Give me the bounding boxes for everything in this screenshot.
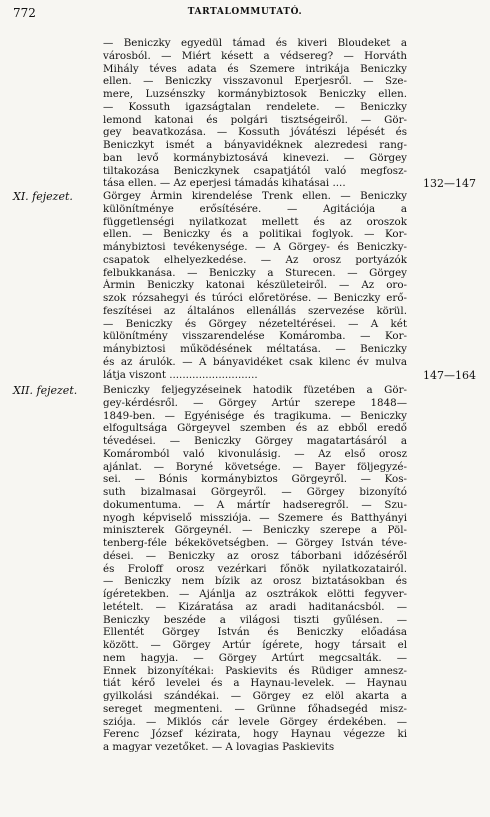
text-line: nem hagyja. — Görgey Artúrt megcsalták. — — [103, 651, 407, 664]
text-line: városból. — Miért késett a védsereg? — Horváth — [103, 49, 407, 62]
text-line: tévedései. — Beniczky Görgey magatartásáról a — [103, 435, 407, 447]
text-line: mánybiztosi tevékenysége. — A Görgey- és Beniczky- — [103, 241, 407, 253]
text-line: miniszterek Görgeynél. — Beniczky szerepe a Pöl- — [103, 524, 407, 537]
text-line: ellen. — Beniczky és a politikai foglyok. — Kor- — [103, 228, 407, 241]
running-title: TARTALOMMUTATÓ. — [187, 7, 303, 17]
text-line: csapatok elhelyezkedése. — Az orosz portyázók — [103, 253, 407, 266]
text-line: sereget megmenteni. — Grünne főhadsegéd misz- — [103, 702, 407, 715]
text-line: gey-kérdésről. — Görgey Artúr szerepe 1848— — [103, 396, 407, 409]
text-line: — Kossuth igazságtalan rendelete. — Beniczky — [103, 100, 407, 113]
text-line: Beniczky feljegyzéseinek hatodik füzetében a Gör- — [103, 384, 407, 396]
text-line: feszítései az általános ellenállás szervezése körül. — [103, 304, 407, 317]
page-header — [0, 6, 490, 22]
text-line: sziója. — Miklós cár levele Görgey érdekében. — — [103, 715, 407, 728]
text-line: tiát kérő levelei és a Haynau-levelek. — Haynau — [103, 677, 407, 690]
text-line: 1849-ben. — Egyénisége és tragikuma. — Beniczky — [103, 409, 407, 422]
text-line: letételt. — Kizáratása az aradi haditanácsból. — — [103, 600, 407, 613]
section-text — [103, 37, 407, 190]
text-line: különítmény visszarendelése Komáromba. — Kor- — [103, 330, 407, 343]
text-line: gey beavatkozása. — Kossuth jóvátészi lépését és — [103, 126, 407, 139]
text-line: tenberg-féle békekövetségben. — Görgey István téve- — [103, 537, 407, 549]
text-line: Komáromból való kivonulásig. — Az első orosz — [103, 447, 407, 460]
text-line: — Beniczky és Görgey nézeteltérései. — A két — [103, 317, 407, 330]
text-line: különítménye erősítésére. — Agitációja a — [103, 202, 407, 215]
section-text — [103, 190, 407, 381]
text-line: és Froloff orosz vezérkari főnök nyilatkozatairól. — [103, 562, 407, 575]
text-line: mánybiztosi működésének méltatása. — Beniczky — [103, 343, 407, 355]
text-line: Ellentét Görgey István és Beniczky előadása — [103, 626, 407, 639]
text-line: ígéretekben. — Ajánlja az osztrákok elötti fegyver- — [103, 588, 407, 600]
text-line: között. — Görgey Artúr ígérete, hogy társait el — [103, 639, 407, 651]
text-line: és az árulók. — A bányavidéket csak kilenc év mulva — [103, 355, 407, 368]
text-line: Beniczky beszéde a világosi tiszti gyűlésen. — — [103, 613, 407, 626]
text-line: lemond katonai és polgári tisztségeiről. — Gör- — [103, 113, 407, 126]
text-line: — Beniczky egyedül támad és kiveri Bloudeket a — [103, 37, 407, 49]
text-line: tása ellen. — Az eperjesi támadás kihatásai .... — [103, 177, 346, 190]
text-line: felbukkanása. — Beniczky a Sturecen. — Görgey — [103, 266, 407, 279]
text-line: mere, Luzsénszky kormánybiztosok Beniczky ellen. — [103, 88, 407, 100]
text-line: Ármin Beniczky katonai készületeiről. — Az oro- — [103, 279, 407, 292]
text-line: nyogh képviselő missziója. — Szemere és Batthyányi — [103, 511, 407, 524]
text-line: ajánlat. — Boryné követsége. — Bayer följegyzé- — [103, 460, 407, 473]
text-line: ban levő kormánybiztosává kinevezi. — Görgey — [103, 151, 407, 164]
chapter-label: XI. fejezet. — [13, 190, 73, 203]
chapter-label: XII. fejezet. — [13, 384, 78, 397]
text-line: suth bizalmasai Görgeyről. — Görgey bizonyító — [103, 486, 407, 498]
text-line: gyilkolási szándékai. — Görgey ez elöl akarta a — [103, 690, 407, 702]
text-line: Görgey Ármin kirendelése Trenk ellen. — Beniczky — [103, 190, 407, 202]
text-line: Beniczkyt ismét a bányavidéknek alezredesi rang- — [103, 139, 407, 151]
text-line: elfogultsága Görgeyvel szemben és az ebből eredő — [103, 422, 407, 435]
text-line: a magyar vezetőket. — A lovagias Paskievits — [103, 741, 335, 753]
page-range: 147—164 — [423, 369, 476, 382]
text-line: sei. — Bónis kormánybiztos Görgeyről. — Kos- — [103, 473, 407, 486]
text-line: dokumentuma. — A mártír hadseregről. — Szu- — [103, 498, 407, 511]
page-number: 772 — [13, 6, 36, 20]
text-line: — Beniczky nem bízik az orosz biztatásokban és — [103, 575, 407, 588]
text-line: Ennek bizonyítékai: Paskievits és Rüdiger amnesz- — [103, 664, 407, 677]
text-line: függetlenségi nyilatkozat mellett és az oroszok — [103, 215, 407, 228]
section-text — [103, 384, 407, 754]
text-line: ellen. — Beniczky visszavonul Eperjesről. — Sze- — [103, 75, 407, 88]
text-line: látja viszont ........................... — [103, 368, 258, 381]
text-line: szok rózsahegyi és túróci előretörése. — Beniczky erő- — [103, 292, 407, 304]
page-range: 132—147 — [423, 177, 476, 190]
text-line: tiltakozása Beniczkynek csapatjától való megfosz- — [103, 164, 407, 177]
text-line: dései. — Beniczky az orosz táborbani időzéséről — [103, 549, 407, 562]
text-line: Mihály téves adata és Szemere intrikája Beniczky — [103, 62, 407, 75]
text-line: Ferenc József kézirata, hogy Haynau végezze ki — [103, 728, 407, 741]
